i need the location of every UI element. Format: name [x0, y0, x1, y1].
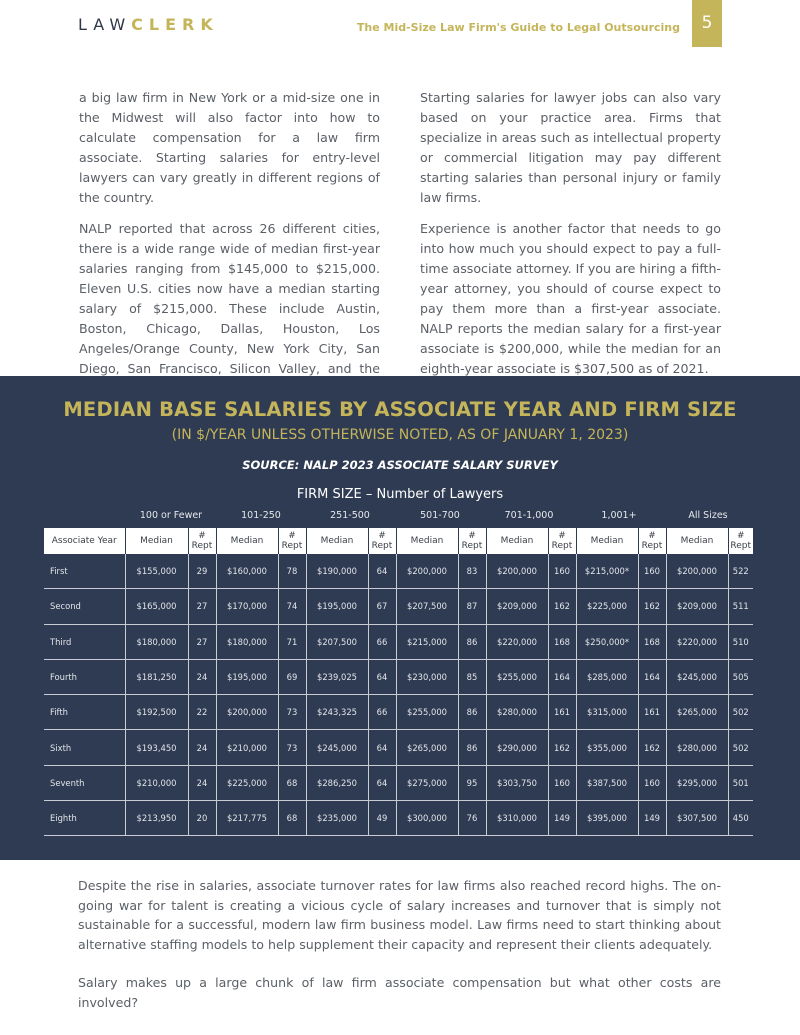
col-header-median: Median — [576, 528, 638, 554]
rept-cell: 162 — [548, 589, 576, 624]
median-cell: $285,000 — [576, 659, 638, 694]
median-cell: $290,000 — [486, 730, 548, 765]
col-header-rept — [458, 528, 486, 554]
rept-cell: 66 — [368, 624, 396, 659]
rept-cell: 161 — [638, 695, 666, 730]
rept-cell: 76 — [458, 801, 486, 836]
median-cell: $190,000 — [306, 554, 368, 589]
rept-cell: 160 — [638, 554, 666, 589]
median-cell: $160,000 — [216, 554, 278, 589]
rept-cell: 67 — [368, 589, 396, 624]
page-header — [0, 0, 800, 50]
group-header-all-sizes: All Sizes — [688, 510, 728, 521]
median-cell: $280,000 — [486, 695, 548, 730]
median-cell: $195,000 — [216, 659, 278, 694]
col-header-median: Median — [396, 528, 458, 554]
rept-hash: # — [378, 531, 386, 541]
col-header-median: Median — [125, 528, 188, 554]
col-header-median: Median — [216, 528, 278, 554]
associate-year-cell: Fourth — [44, 659, 125, 694]
rept-cell: 168 — [638, 624, 666, 659]
median-cell: $213,950 — [125, 801, 188, 836]
median-cell: $245,000 — [306, 730, 368, 765]
median-cell: $209,000 — [666, 589, 728, 624]
group-header-251-500: 251-500 — [330, 510, 370, 521]
rept-label: Rept — [461, 541, 483, 551]
rept-label: Rept — [281, 541, 303, 551]
median-cell: $210,000 — [125, 765, 188, 800]
median-cell: $245,000 — [666, 659, 728, 694]
median-cell: $180,000 — [216, 624, 278, 659]
rept-cell: 161 — [548, 695, 576, 730]
associate-year-cell: Second — [44, 589, 125, 624]
rept-cell: 29 — [188, 554, 216, 589]
table-row — [44, 801, 753, 836]
median-cell: $217,775 — [216, 801, 278, 836]
rept-cell: 86 — [458, 624, 486, 659]
rept-cell: 73 — [278, 695, 306, 730]
median-cell: $387,500 — [576, 765, 638, 800]
col-header-associate-year: Associate Year — [44, 528, 125, 554]
median-cell: $307,500 — [666, 801, 728, 836]
rept-cell: 162 — [638, 589, 666, 624]
rept-label: Rept — [641, 541, 663, 551]
intro-right-paragraph-2: Experience is another factor that needs to go into how much you should expect to pay a full-time associate attorney. If you are hiring a fifth-year attorney, you should of course expect to pay them more than a first-year associate. NALP reports the median salary for a first-year associate is $200,000, while the median for an eighth-year associate is $307,500 as of 2021. — [420, 221, 721, 376]
median-cell: $165,000 — [125, 589, 188, 624]
median-cell: $207,500 — [306, 624, 368, 659]
rept-cell: 149 — [638, 801, 666, 836]
table-row — [44, 695, 753, 730]
median-cell: $255,000 — [486, 659, 548, 694]
median-cell: $275,000 — [396, 765, 458, 800]
rept-cell: 502 — [728, 695, 753, 730]
intro-left-column — [79, 88, 380, 411]
rept-cell: 160 — [548, 554, 576, 589]
rept-cell: 501 — [728, 765, 753, 800]
rept-cell: 162 — [548, 730, 576, 765]
closing-paragraph-1: Despite the rise in salaries, associate turnover rates for law firms also reached record highs. The on-going war for talent is creating a vicious cycle of salary increases and turnover that is simply not sustainable for a successful, modern law firm business model. Law firms need to start thinking about alternative staffing models to help supplement their capacity and represent their clients adequately. — [78, 878, 721, 952]
rept-cell: 20 — [188, 801, 216, 836]
rept-cell: 22 — [188, 695, 216, 730]
median-cell: $300,000 — [396, 801, 458, 836]
median-cell: $210,000 — [216, 730, 278, 765]
rept-hash: # — [736, 531, 745, 541]
col-header-median: Median — [666, 528, 728, 554]
rept-cell: 74 — [278, 589, 306, 624]
median-cell: $215,000* — [576, 554, 638, 589]
group-header-100-or-fewer: 100 or Fewer — [139, 510, 203, 521]
rept-cell: 71 — [278, 624, 306, 659]
rept-cell: 78 — [278, 554, 306, 589]
logo-clerk: CLERK — [131, 15, 219, 34]
closing-paragraph-2: Salary makes up a large chunk of law firm associate compensation but what other costs are involved? — [78, 975, 721, 1010]
associate-year-cell: First — [44, 554, 125, 589]
median-cell: $200,000 — [216, 695, 278, 730]
median-cell: $303,750 — [486, 765, 548, 800]
rept-cell: 64 — [368, 765, 396, 800]
rept-hash: # — [288, 531, 296, 541]
rept-cell: 86 — [458, 730, 486, 765]
rept-hash: # — [198, 531, 206, 541]
median-cell: $315,000 — [576, 695, 638, 730]
median-cell: $209,000 — [486, 589, 548, 624]
rept-cell: 27 — [188, 589, 216, 624]
salary-table — [44, 528, 753, 836]
intro-left-paragraph-2: NALP reported that across 26 different cities, there is a wide range wide of median first-year salaries ranging from $145,000 to $215,000. Eleven U.S. cities now have a median starting salary of $215,000. These include Austin, Boston, Chicago, Dallas, Houston, Los Angeles/Orange County, New York City, San Diego, San Francisco, Silicon Valley, and the — [79, 221, 380, 376]
salary-table-header-row — [44, 528, 753, 554]
rept-cell: 24 — [188, 765, 216, 800]
rept-cell: 64 — [368, 659, 396, 694]
median-cell: $181,250 — [125, 659, 188, 694]
rept-label: Rept — [730, 541, 752, 551]
group-header-1001-plus: 1,001+ — [601, 510, 637, 521]
associate-year-cell: Eighth — [44, 801, 125, 836]
rept-cell: 73 — [278, 730, 306, 765]
median-cell: $395,000 — [576, 801, 638, 836]
median-cell: $207,500 — [396, 589, 458, 624]
col-header-rept — [638, 528, 666, 554]
rept-cell: 164 — [548, 659, 576, 694]
median-cell: $155,000 — [125, 554, 188, 589]
intro-right-column — [420, 88, 721, 391]
associate-year-cell: Seventh — [44, 765, 125, 800]
rept-cell: 85 — [458, 659, 486, 694]
col-header-rept — [368, 528, 396, 554]
associate-year-cell: Third — [44, 624, 125, 659]
rept-hash: # — [648, 531, 656, 541]
associate-year-cell: Sixth — [44, 730, 125, 765]
rept-cell: 510 — [728, 624, 753, 659]
rept-cell: 83 — [458, 554, 486, 589]
rept-cell: 87 — [458, 589, 486, 624]
document-title: The Mid-Size Law Firm's Guide to Legal Outsourcing — [356, 21, 680, 34]
median-cell: $215,000 — [396, 624, 458, 659]
median-cell: $195,000 — [306, 589, 368, 624]
rept-cell: 164 — [638, 659, 666, 694]
rept-label: Rept — [191, 541, 213, 551]
median-cell: $193,450 — [125, 730, 188, 765]
median-cell: $286,250 — [306, 765, 368, 800]
rept-cell: 86 — [458, 695, 486, 730]
group-header-701-1000: 701-1,000 — [504, 510, 554, 521]
col-header-rept — [278, 528, 306, 554]
median-cell: $265,000 — [666, 695, 728, 730]
page-number: 5 — [692, 0, 722, 47]
rept-cell: 64 — [368, 730, 396, 765]
median-cell: $255,000 — [396, 695, 458, 730]
rept-cell: 168 — [548, 624, 576, 659]
rept-cell: 502 — [728, 730, 753, 765]
rept-cell: 505 — [728, 659, 753, 694]
median-cell: $265,000 — [396, 730, 458, 765]
table-row — [44, 730, 753, 765]
salary-source: SOURCE: NALP 2023 ASSOCIATE SALARY SURVEY — [242, 458, 558, 472]
rept-cell: 68 — [278, 801, 306, 836]
median-cell: $310,000 — [486, 801, 548, 836]
median-cell: $235,000 — [306, 801, 368, 836]
lawclerk-logo — [78, 15, 219, 34]
median-cell: $250,000* — [576, 624, 638, 659]
salary-table-body — [44, 554, 753, 836]
rept-cell: 69 — [278, 659, 306, 694]
closing-text — [78, 876, 721, 1031]
median-cell: $225,000 — [216, 765, 278, 800]
median-cell: $220,000 — [486, 624, 548, 659]
median-cell: $355,000 — [576, 730, 638, 765]
salary-title: MEDIAN BASE SALARIES BY ASSOCIATE YEAR AND FIRM SIZE — [63, 398, 737, 421]
table-row — [44, 624, 753, 659]
group-header-101-250: 101-250 — [241, 510, 281, 521]
salary-subtitle: (IN $/YEAR UNLESS OTHERWISE NOTED, AS OF JANUARY 1, 2023) — [171, 427, 629, 443]
associate-year-cell: Fifth — [44, 695, 125, 730]
rept-cell: 66 — [368, 695, 396, 730]
rept-cell: 64 — [368, 554, 396, 589]
median-cell: $200,000 — [396, 554, 458, 589]
col-header-median: Median — [306, 528, 368, 554]
rept-label: Rept — [371, 541, 393, 551]
col-header-rept — [188, 528, 216, 554]
firm-size-label: FIRM SIZE – Number of Lawyers — [296, 487, 504, 502]
median-cell: $200,000 — [486, 554, 548, 589]
rept-cell: 160 — [548, 765, 576, 800]
rept-cell: 522 — [728, 554, 753, 589]
median-cell: $200,000 — [666, 554, 728, 589]
intro-left-paragraph-1: a big law firm in New York or a mid-size one in the Midwest will also factor into how to calculate compensation for a law firm associate. Starting salaries for entry-level lawyers can vary greatly in different regions of the country. — [79, 90, 380, 205]
median-cell: $170,000 — [216, 589, 278, 624]
col-header-rept — [548, 528, 576, 554]
rept-cell: 49 — [368, 801, 396, 836]
rept-label: Rept — [551, 541, 573, 551]
rept-hash: # — [558, 531, 566, 541]
col-header-rept — [728, 528, 753, 554]
median-cell: $225,000 — [576, 589, 638, 624]
rept-cell: 450 — [728, 801, 753, 836]
rept-cell: 149 — [548, 801, 576, 836]
median-cell: $243,325 — [306, 695, 368, 730]
rept-cell: 24 — [188, 730, 216, 765]
median-cell: $295,000 — [666, 765, 728, 800]
group-header-501-700: 501-700 — [420, 510, 460, 521]
rept-cell: 95 — [458, 765, 486, 800]
rept-cell: 160 — [638, 765, 666, 800]
table-row — [44, 765, 753, 800]
col-header-median: Median — [486, 528, 548, 554]
median-cell: $192,500 — [125, 695, 188, 730]
table-row — [44, 554, 753, 589]
rept-cell: 27 — [188, 624, 216, 659]
median-cell: $239,025 — [306, 659, 368, 694]
intro-right-paragraph-1: Starting salaries for lawyer jobs can also vary based on your practice area. Firms that specialize in areas such as intellectual property or commercial litigation may pay different starting salaries than personal injury or family law firms. — [420, 90, 721, 205]
median-cell: $230,000 — [396, 659, 458, 694]
rept-cell: 511 — [728, 589, 753, 624]
rept-cell: 68 — [278, 765, 306, 800]
table-row — [44, 589, 753, 624]
rept-hash: # — [468, 531, 476, 541]
rept-cell: 162 — [638, 730, 666, 765]
median-cell: $280,000 — [666, 730, 728, 765]
median-cell: $220,000 — [666, 624, 728, 659]
table-row — [44, 659, 753, 694]
logo-law: LAW — [78, 15, 132, 34]
rept-cell: 24 — [188, 659, 216, 694]
median-cell: $180,000 — [125, 624, 188, 659]
